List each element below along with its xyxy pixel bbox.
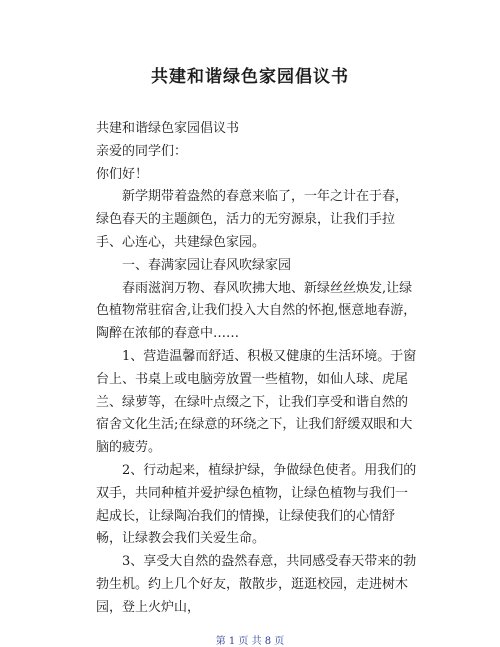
- paragraph-heading: 共建和谐绿色家园倡议书: [96, 121, 240, 136]
- paragraph-spring: 春雨滋润万物、春风吹拂大地、新绿丝丝焕发,让绿色植物常驻宿舍,让我们投入大自然的怀抱,惬意地春游，陶醉在浓郁的春意中……: [96, 280, 417, 342]
- paragraph-intro: 新学期带着盎然的春意来临了，一年之计在于春，绿色春天的主题颜色，活力的无穷源泉，让我们手拉手、心连心，共建绿色家园。: [96, 189, 409, 250]
- list-item-1: 1、营造温馨而舒适、积极又健康的生活环境。于窗台上、书桌上或电脑旁放置一些植物，如仙人球、虎尾兰、绿萝等，在绿叶点缀之下，让我们享受和谐自然的宿舍文化生活;在绿意的环绕之下，让我们舒缓双眼和大脑的疲劳。: [96, 348, 417, 456]
- paragraph-hello: 你们好！: [96, 166, 149, 182]
- paragraph-greeting: 亲爱的同学们：: [96, 143, 188, 159]
- page-footer: 第 1 页 共 8 页: [215, 636, 285, 647]
- document-title: 共建和谐绿色家园倡议书: [151, 67, 349, 87]
- document-body: [96, 118, 420, 620]
- list-item-2: 2、行动起来，植绿护绿，争做绿色使者。用我们的双手，共同种植并爱护绿色植物，让绿色植物与我们一起成长，让绿陶冶我们的情操，让绿使我们的心情舒畅，让绿教会我们关爱生命。: [96, 462, 417, 547]
- section-heading-1: 一、春满家园让春风吹绿家园: [122, 257, 292, 273]
- list-item-3: 3、享受大自然的盎然春意，共同感受春天带来的勃勃生机。约上几个好友，散散步，逛逛校园，走进树木园，登上火炉山，: [96, 554, 417, 615]
